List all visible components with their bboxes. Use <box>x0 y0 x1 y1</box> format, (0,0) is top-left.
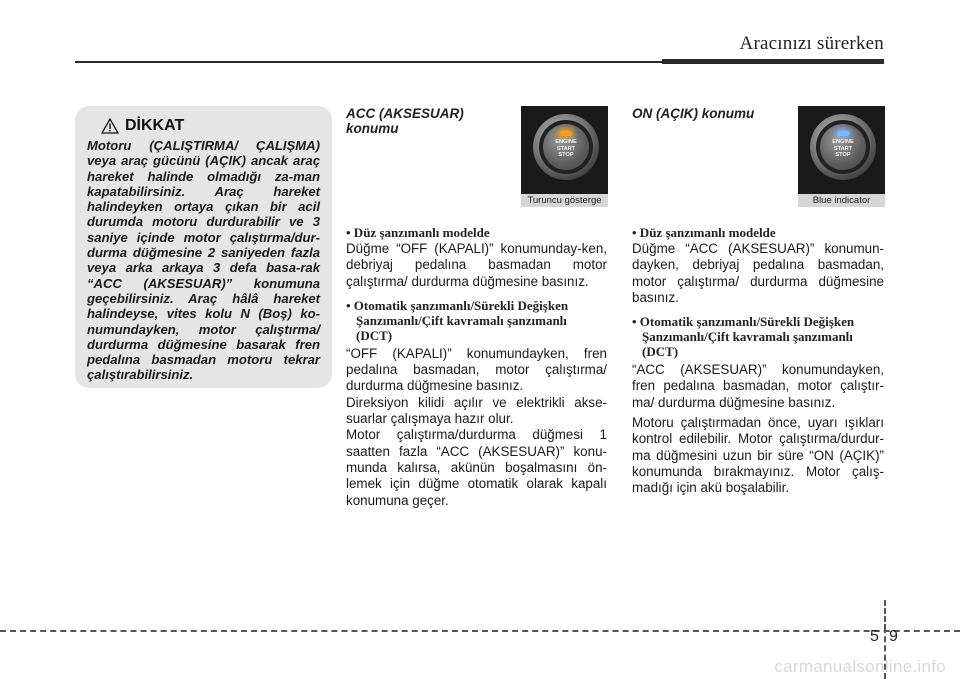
acc-auto-heading-line3: (DCT) <box>356 327 393 343</box>
indicator-led-icon <box>560 131 572 136</box>
on-auto-heading-line2: Şanzımanlı/Çift kavramalı şanzımanlı <box>642 329 853 345</box>
on-manual-text: Düğme “ACC (AKSESUAR)” konumun-dayken, debriyaj pedalına basmadan, motor çalıştırma/ durdurma düğmesine basınız. <box>632 241 884 305</box>
footer-rule <box>0 630 960 632</box>
watermark: carmanualsonline.info <box>774 657 946 676</box>
button-label: ENGINE START STOP <box>555 139 577 158</box>
engine-button-ring <box>533 114 599 180</box>
engine-start-stop-button-icon <box>820 124 866 170</box>
on-auto-heading-line1: • Otomatik şanzımanlı/Sürekli Değişken <box>632 314 855 330</box>
acc-manual-heading: • Düz şanzımanlı modelde <box>346 225 490 240</box>
on-auto-heading-line3: (DCT) <box>642 344 679 360</box>
acc-photo-image <box>521 106 608 194</box>
section-title: Aracınızı sürerken <box>739 33 884 54</box>
on-photo-caption: Blue indicator <box>798 194 885 207</box>
acc-content <box>346 225 607 509</box>
warning-header <box>87 117 320 135</box>
on-photo-image <box>798 106 885 194</box>
acc-heading <box>346 106 496 136</box>
indicator-led-icon <box>837 131 849 136</box>
engine-button-ring <box>810 114 876 180</box>
on-auto-text-2: Motoru çalıştırmadan önce, uyarı ışıkları kontrol edilebilir. Motor çalıştırma/durdur-ma düğmesini uzun bir süre “ON (AÇIK)” konumunda bırakmayınız. Motor çalış-madığı için akü boşalabilir. <box>632 415 884 496</box>
warning-triangle-icon <box>101 118 119 134</box>
warning-text: Motoru (ÇALIŞTIRMA/ ÇALIŞMA) veya araç gücünü (AÇIK) ancak araç hareket halinde olmadığı za-man kapatabilirsiniz. Araç hareket halindeyken ortaya çıkan bir acil durumda motoru durdurabilir ve 3 saniye içinde motor çalıştırma/dur-durma düğmesine 2 saniyeden fazla veya arka arkaya 3 defa basa-rak “ACC (AKSESUAR)” konumuna geçebilirsiniz. Araç hâlâ hareket halindeyse, vites kolu N (Boş) ko-numundayken, motor çalıştırma/ durdurma düğmesine basarak fren pedalına basmadan motoru tekrar çalıştırabilirsiniz. <box>87 138 320 383</box>
engine-start-stop-button-icon <box>543 124 589 170</box>
on-content <box>632 225 884 497</box>
chapter-number: 5 <box>870 628 879 645</box>
page-number: 9 <box>889 628 898 645</box>
page-divider <box>884 600 886 630</box>
acc-auto-text-3: Motor çalıştırma/durdurma düğmesi 1 saatten fazla “ACC (AKSESUAR)” konu-munda kalırsa, akünün boşalmasını ön-lemek için düğme otomatik olarak kapalı konumuna geçer. <box>346 427 607 508</box>
on-manual-heading: • Düz şanzımanlı modelde <box>632 225 776 240</box>
header-rule-accent <box>662 59 884 64</box>
acc-title-line1: ACC (AKSESUAR) <box>346 106 464 121</box>
acc-auto-heading-line1: • Otomatik şanzımanlı/Sürekli Değişken <box>346 297 569 313</box>
acc-auto-heading-line2: Şanzımanlı/Çift kavramalı şanzımanlı <box>356 312 567 328</box>
button-label: ENGINE START STOP <box>832 139 854 158</box>
on-auto-text: “ACC (AKSESUAR)” konumundayken, fren pedalına basmadan, motor çalıştır-ma/ durdurma düğmesine basınız. <box>632 362 884 410</box>
warning-box <box>75 106 332 388</box>
acc-photo-caption: Turuncu gösterge <box>521 194 608 207</box>
on-heading <box>632 106 792 121</box>
on-button-photo <box>798 106 885 207</box>
acc-button-photo <box>521 106 608 207</box>
acc-auto-text: “OFF (KAPALI)” konumundayken, fren pedalına basmadan, motor çalıştırma/ durdurma düğmesine basınız. <box>346 345 607 394</box>
acc-title-line2: konumu <box>346 121 399 136</box>
on-title: ON (AÇIK) konumu <box>632 106 755 121</box>
acc-manual-text: Düğme “OFF (KAPALI)” konumunday-ken, debriyaj pedalına basmadan motor çalıştırma/ durdurma düğmesine basınız. <box>346 241 607 289</box>
warning-title: DİKKAT <box>125 117 185 134</box>
acc-auto-text-2: Direksiyon kilidi açılır ve elektrikli akse-suarlar çalışmaya hazır olur. <box>346 394 607 427</box>
